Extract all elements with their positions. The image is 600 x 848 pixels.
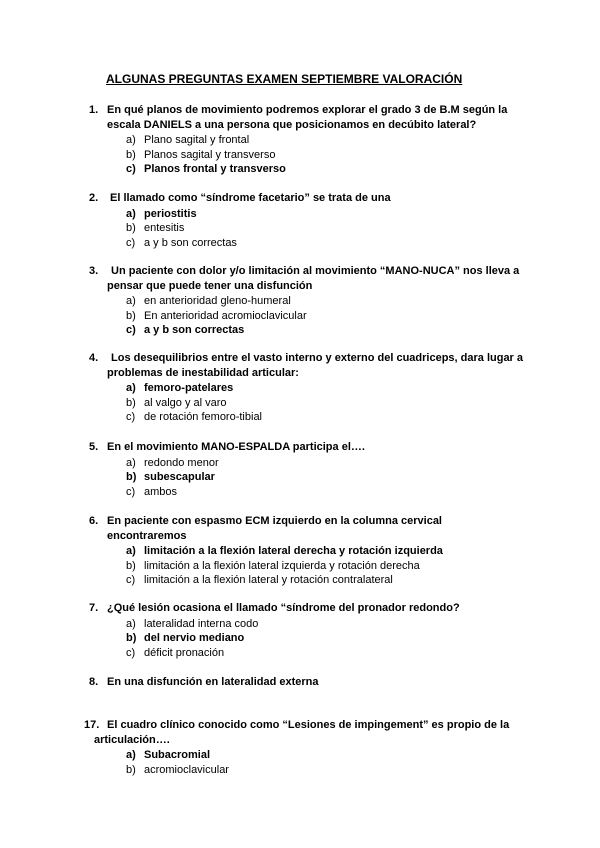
question-item (0, 718, 600, 777)
question-line: articulación…. (94, 733, 170, 746)
question-text (0, 718, 600, 733)
question-line: pensar que puede tener una disfunción (107, 279, 313, 292)
option-text: a y b son correctas (144, 324, 245, 336)
answer-option (0, 559, 600, 574)
option-text: subescapular (144, 471, 215, 483)
answer-option (0, 573, 600, 588)
question-text-continued (0, 118, 600, 133)
question-item (0, 675, 600, 690)
question-line: ¿Qué lesión ocasiona el llamado “síndrome del pronador redondo? (107, 602, 460, 614)
option-letter: a) (126, 456, 136, 469)
question-item (0, 440, 600, 499)
option-text: limitación a la flexión lateral izquierda y rotación derecha (144, 559, 420, 572)
question-text-continued (0, 529, 600, 544)
question-text-continued (0, 733, 600, 748)
option-letter: b) (126, 396, 136, 409)
option-letter: c) (126, 324, 136, 336)
question-line: Un paciente con dolor y/o limitación al movimiento “MANO-NUCA” nos lleva a (111, 265, 520, 277)
option-letter: b) (126, 632, 137, 644)
option-text: al valgo y al varo (144, 396, 227, 409)
option-letter: a) (126, 134, 136, 146)
option-letter: b) (126, 763, 136, 776)
question-number: 8. (89, 676, 99, 688)
question-line: problemas de inestabilidad articular: (107, 366, 299, 379)
answer-option (0, 485, 600, 500)
option-letter: c) (126, 411, 136, 423)
option-text: Plano sagital y frontal (144, 134, 250, 146)
option-text: femoro-patelares (144, 382, 234, 394)
question-text (0, 601, 600, 616)
question-line: En qué planos de movimiento podremos explorar el grado 3 de B.M según la (107, 104, 508, 116)
option-letter: b) (126, 148, 136, 161)
answer-option-correct (0, 323, 600, 338)
option-letter: a) (126, 617, 136, 630)
question-line: El llamado como “síndrome facetario” se trata de una (110, 192, 391, 204)
option-text: ambos (144, 485, 178, 498)
answer-option-correct (0, 381, 600, 396)
option-text: En anterioridad acromioclavicular (144, 309, 307, 322)
question-item (0, 103, 600, 177)
option-text: entesitis (144, 222, 185, 234)
option-list (0, 456, 600, 500)
answer-option (0, 221, 600, 236)
answer-option (0, 148, 600, 163)
question-text (0, 264, 600, 279)
question-item (0, 351, 600, 425)
option-list (0, 381, 600, 425)
option-letter: c) (126, 236, 136, 249)
question-number: 1. (89, 104, 99, 116)
option-list (0, 133, 600, 177)
option-letter: a) (126, 545, 136, 557)
question-line: escala DANIELS a una persona que posicionamos en decúbito lateral? (107, 118, 477, 131)
option-text: del nervio mediano (144, 632, 245, 644)
question-number: 2. (89, 192, 99, 204)
option-text: limitación a la flexión lateral y rotación contralateral (144, 574, 393, 586)
answer-option (0, 456, 600, 471)
question-number: 7. (89, 602, 99, 614)
answer-option (0, 410, 600, 425)
question-line: En una disfunción en lateralidad externa (107, 676, 319, 688)
answer-option (0, 309, 600, 324)
question-line: En paciente con espasmo ECM izquierdo en la columna cervical (107, 515, 442, 527)
question-text-continued (0, 366, 600, 381)
answer-option (0, 236, 600, 251)
option-list (0, 294, 600, 338)
option-letter: c) (126, 646, 136, 659)
question-number: 17. (84, 719, 100, 731)
question-number: 6. (89, 515, 99, 527)
option-letter: b) (126, 559, 136, 572)
option-letter: a) (126, 295, 136, 307)
answer-option-correct (0, 162, 600, 177)
option-letter: a) (126, 207, 136, 220)
option-list (0, 617, 600, 661)
option-text: limitación a la flexión lateral derecha y rotación izquierda (144, 545, 443, 557)
option-text: Subacromial (144, 749, 211, 761)
option-letter: b) (126, 309, 136, 322)
question-text (0, 351, 600, 366)
question-item (0, 264, 600, 338)
option-letter: c) (126, 163, 136, 175)
question-text (0, 103, 600, 118)
question-line: El cuadro clínico conocido como “Lesiones de impingement” es propio de la (107, 719, 510, 731)
question-item (0, 191, 600, 250)
question-item (0, 601, 600, 660)
question-line: encontraremos (107, 529, 187, 542)
option-text: lateralidad interna codo (144, 617, 259, 630)
answer-option (0, 133, 600, 148)
question-number: 4. (89, 352, 99, 364)
question-line: Los desequilibrios entre el vasto interno y externo del cuadriceps, dara lugar a (111, 352, 524, 364)
option-list (0, 207, 600, 251)
option-list (0, 748, 600, 777)
option-text: Planos frontal y transverso (144, 163, 286, 175)
question-item (0, 514, 600, 588)
option-text: déficit pronación (144, 646, 225, 659)
answer-option-correct (0, 207, 600, 222)
question-text (0, 514, 600, 529)
question-text (0, 440, 600, 455)
question-number: 5. (89, 441, 99, 453)
page-title: ALGUNAS PREGUNTAS EXAMEN SEPTIEMBRE VALORACIÓN (106, 72, 463, 86)
question-text (0, 675, 600, 690)
answer-option-correct (0, 470, 600, 485)
option-list (0, 544, 600, 588)
answer-option (0, 763, 600, 778)
option-text: periostitis (144, 207, 197, 220)
answer-option-correct (0, 544, 600, 559)
option-text: acromioclavicular (144, 763, 229, 776)
option-text: Planos sagital y transverso (144, 148, 276, 161)
answer-option (0, 396, 600, 411)
option-text: en anterioridad gleno-humeral (144, 295, 291, 307)
option-letter: c) (126, 485, 136, 498)
answer-option (0, 294, 600, 309)
option-letter: b) (126, 471, 137, 483)
answer-option (0, 646, 600, 661)
option-letter: c) (126, 574, 136, 586)
option-text: de rotación femoro-tibial (144, 411, 263, 423)
question-text-continued (0, 279, 600, 294)
answer-option-correct (0, 748, 600, 763)
option-text: a y b son correctas (144, 236, 237, 249)
answer-option-correct (0, 631, 600, 646)
option-text: redondo menor (144, 456, 219, 469)
answer-option (0, 617, 600, 632)
question-line: En el movimiento MANO-ESPALDA participa el…. (107, 441, 365, 453)
option-letter: a) (126, 382, 136, 394)
question-number: 3. (89, 265, 99, 277)
option-letter: a) (126, 749, 136, 761)
option-letter: b) (126, 222, 136, 234)
question-text (0, 191, 600, 206)
